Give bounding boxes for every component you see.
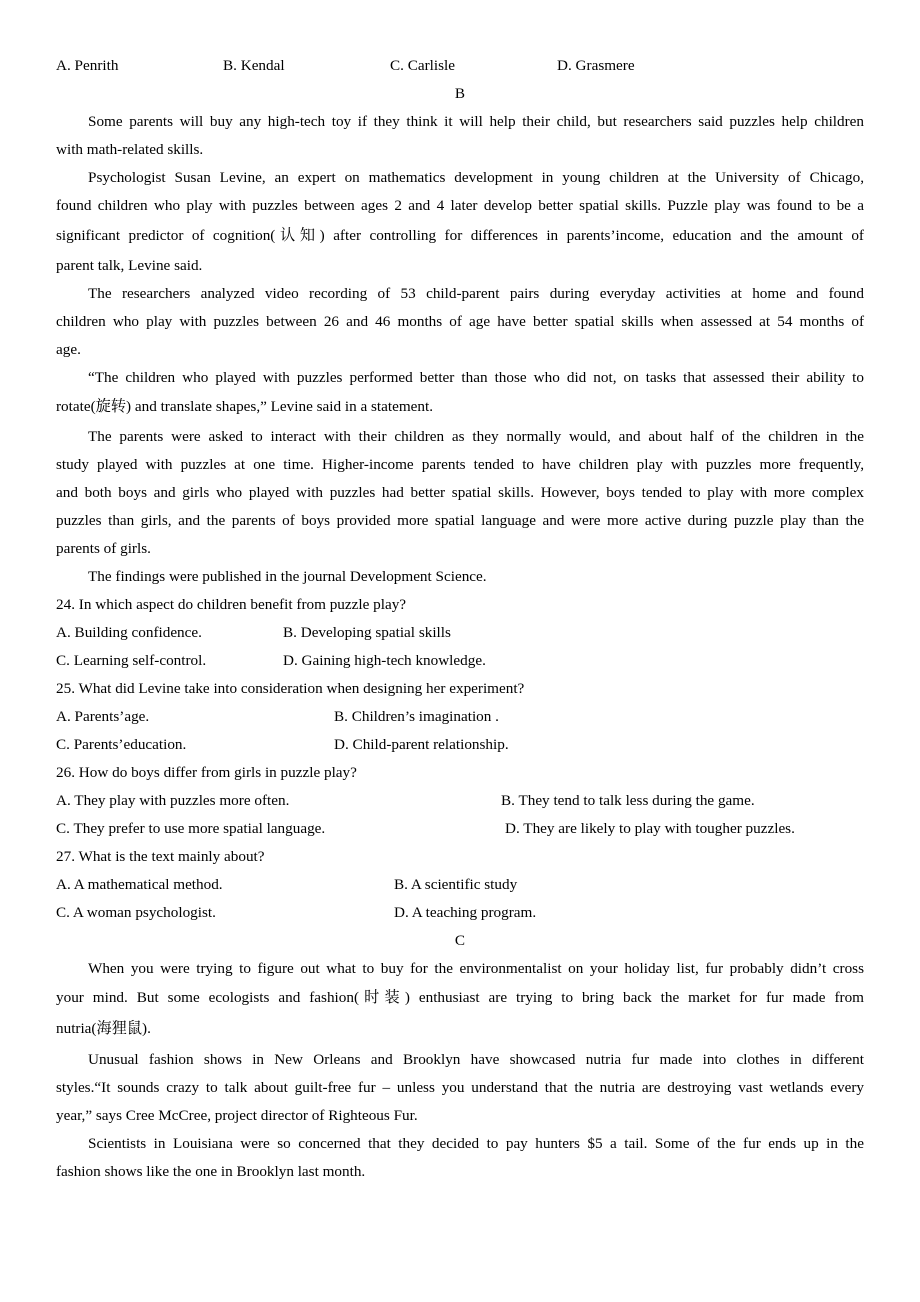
passage-b-line: Psychologist Susan Levine, an expert on mathematics development in young children at the University of Chicago, (88, 169, 864, 186)
question-26-option-d: D. They are likely to play with tougher puzzles. (505, 820, 795, 837)
passage-b-line: The parents were asked to interact with their children as they normally would, and about half of the children in the (88, 428, 864, 445)
passage-c-line: year,” says Cree McCree, project director of Righteous Fur. (56, 1107, 418, 1124)
question-26-option-b: B. They tend to talk less during the game. (501, 792, 755, 809)
passage-b-line: children who play with puzzles between 26 and 46 months of age have better spatial skills when assessed at 54 months of (56, 313, 864, 330)
option-d: D. Grasmere (557, 57, 635, 74)
question-27-option-d: D. A teaching program. (394, 904, 537, 921)
question-27-stem: 27. What is the text mainly about? (56, 848, 265, 865)
passage-b-line: The findings were published in the journal Development Science. (88, 568, 487, 585)
question-25-option-d: D. Child-parent relationship. (334, 736, 509, 753)
passage-b-line: significant predictor of cognition(认知) after controlling for differences in parents’income, education and the amount of (56, 227, 864, 244)
question-24-stem: 24. In which aspect do children benefit from puzzle play? (56, 596, 407, 613)
passage-c-line: fashion shows like the one in Brooklyn last month. (56, 1163, 366, 1180)
passage-b-line: Some parents will buy any high-tech toy if they think it will help their child, but researchers said puzzles help children (88, 113, 864, 130)
question-26-option-c: C. They prefer to use more spatial language. (56, 820, 326, 837)
passage-c-line: Scientists in Louisiana were so concerned that they decided to pay hunters $5 a tail. Some of the fur ends up in the (88, 1135, 864, 1152)
passage-c-line: styles.“It sounds crazy to talk about guilt-free fur – unless you understand that the nutria are destroying vast wetlands every (56, 1079, 864, 1096)
passage-b-line: The researchers analyzed video recording of 53 child-parent pairs during everyday activities at home and found (88, 285, 864, 302)
question-24-option-d: D. Gaining high-tech knowledge. (283, 652, 486, 669)
passage-b-line: found children who play with puzzles between ages 2 and 4 later develop better spatial skills. Puzzle play was found to be a (56, 197, 864, 214)
question-25-option-c: C. Parents’education. (56, 736, 187, 753)
question-27-option-c: C. A woman psychologist. (56, 904, 216, 921)
passage-b-line: and both boys and girls who played with puzzles had better spatial skills. However, boys tended to play with more complex (56, 484, 864, 501)
question-27-option-b: B. A scientific study (394, 876, 518, 893)
question-24-option-a: A. Building confidence. (56, 624, 202, 641)
passage-c-line: When you were trying to figure out what to buy for the environmentalist on your holiday list, fur probably didn’t cross (88, 960, 864, 977)
passage-b-line: puzzles than girls, and the parents of boys provided more spatial language and were more active during puzzle play than the (56, 512, 864, 529)
passage-b-line: age. (56, 341, 81, 358)
question-24-option-b: B. Developing spatial skills (283, 624, 451, 641)
passage-b-line: study played with puzzles at one time. Higher-income parents tended to have children play with puzzles more frequently, (56, 456, 864, 473)
passage-b-line: “The children who played with puzzles performed better than those who did not, on tasks that assessed their ability to (88, 369, 864, 386)
option-a: A. Penrith (56, 57, 119, 74)
passage-c-line: your mind. But some ecologists and fashion(时装) enthusiast are trying to bring back the market for fur made from (56, 989, 864, 1006)
question-25-option-b: B. Children’s imagination . (334, 708, 499, 725)
question-25-option-a: A. Parents’age. (56, 708, 150, 725)
passage-c-line: Unusual fashion shows in New Orleans and Brooklyn have showcased nutria fur made into clothes in different (88, 1051, 864, 1068)
question-27-option-a: A. A mathematical method. (56, 876, 223, 893)
passage-c-line: nutria(海狸鼠). (56, 1020, 151, 1037)
passage-b-line: parent talk, Levine said. (56, 257, 203, 274)
question-26-stem: 26. How do boys differ from girls in puzzle play? (56, 764, 357, 781)
section-b-heading: B (454, 85, 466, 102)
option-c: C. Carlisle (390, 57, 455, 74)
question-25-stem: 25. What did Levine take into consideration when designing her experiment? (56, 680, 525, 697)
passage-b-line: with math-related skills. (56, 141, 204, 158)
passage-b-line: parents of girls. (56, 540, 151, 557)
passage-b-line: rotate(旋转) and translate shapes,” Levine said in a statement. (56, 398, 434, 415)
question-24-option-c: C. Learning self-control. (56, 652, 207, 669)
option-b: B. Kendal (223, 57, 285, 74)
section-c-heading: C (454, 932, 466, 949)
question-26-option-a: A. They play with puzzles more often. (56, 792, 290, 809)
